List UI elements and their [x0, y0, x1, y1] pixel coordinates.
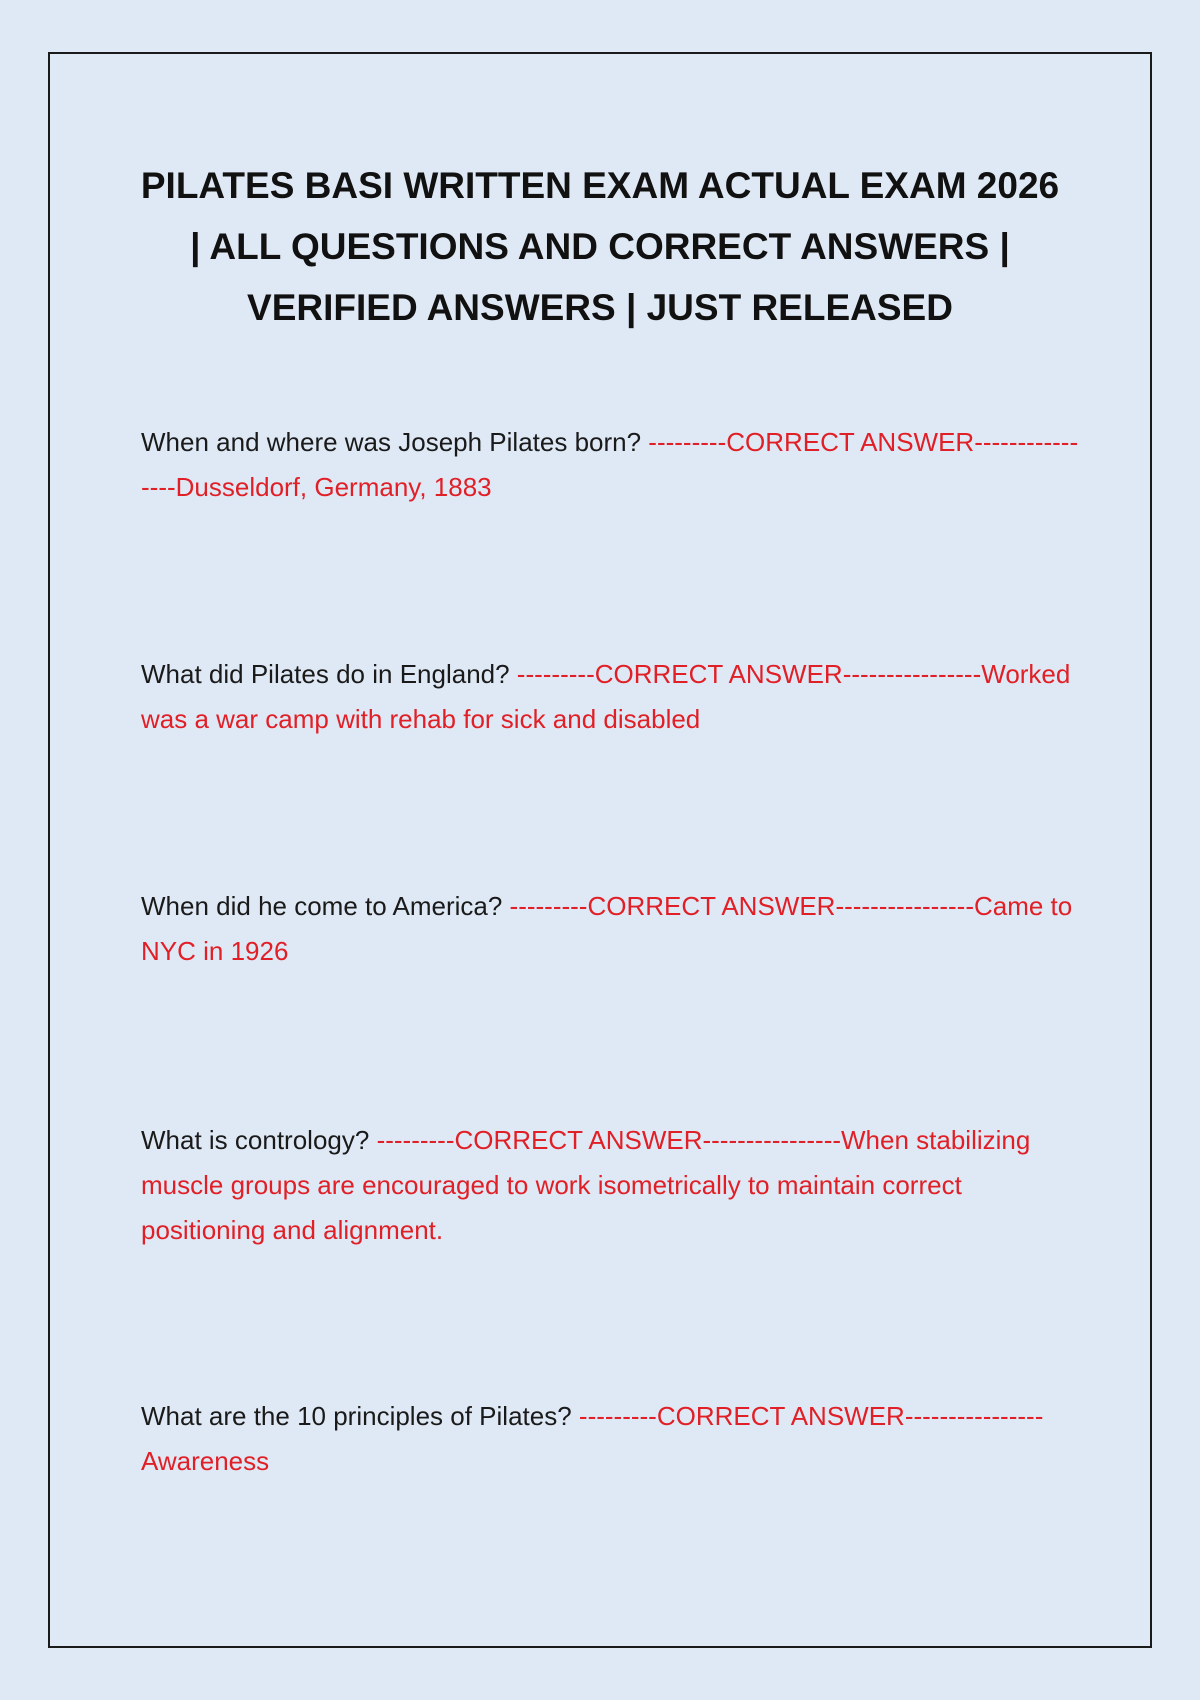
answer-text: ---------CORRECT ANSWER----------------When stabilizing muscle groups are encouraged to work isometrically to maintain correct positioning and alignment.: [141, 1125, 1031, 1245]
qa-item: [141, 652, 1081, 742]
qa-item: [141, 1118, 1081, 1253]
question-text: What are the 10 principles of Pilates?: [141, 1401, 579, 1431]
question-text: What did Pilates do in England?: [141, 659, 517, 689]
question-text: When and where was Joseph Pilates born?: [141, 427, 649, 457]
title-line-1: PILATES BASI WRITTEN EXAM ACTUAL EXAM 2026: [140, 165, 1060, 206]
answer-text: ---------CORRECT ANSWER----------------Dusseldorf, Germany, 1883: [141, 427, 1079, 502]
title-line-2: | ALL QUESTIONS AND CORRECT ANSWERS |: [190, 226, 1010, 267]
qa-item: [141, 420, 1081, 510]
answer-text: ---------CORRECT ANSWER----------------Awareness: [141, 1401, 1044, 1476]
qa-item: [141, 1394, 1081, 1484]
title-line-3: VERIFIED ANSWERS | JUST RELEASED: [247, 287, 953, 328]
document-title: [90, 155, 1110, 338]
answer-text: ---------CORRECT ANSWER----------------Came to NYC in 1926: [141, 891, 1073, 966]
qa-item: [141, 884, 1081, 974]
question-text: When did he come to America?: [141, 891, 510, 921]
question-text: What is contrology?: [141, 1125, 377, 1155]
answer-text: ---------CORRECT ANSWER----------------Worked was a war camp with rehab for sick and disabled: [141, 659, 1071, 734]
